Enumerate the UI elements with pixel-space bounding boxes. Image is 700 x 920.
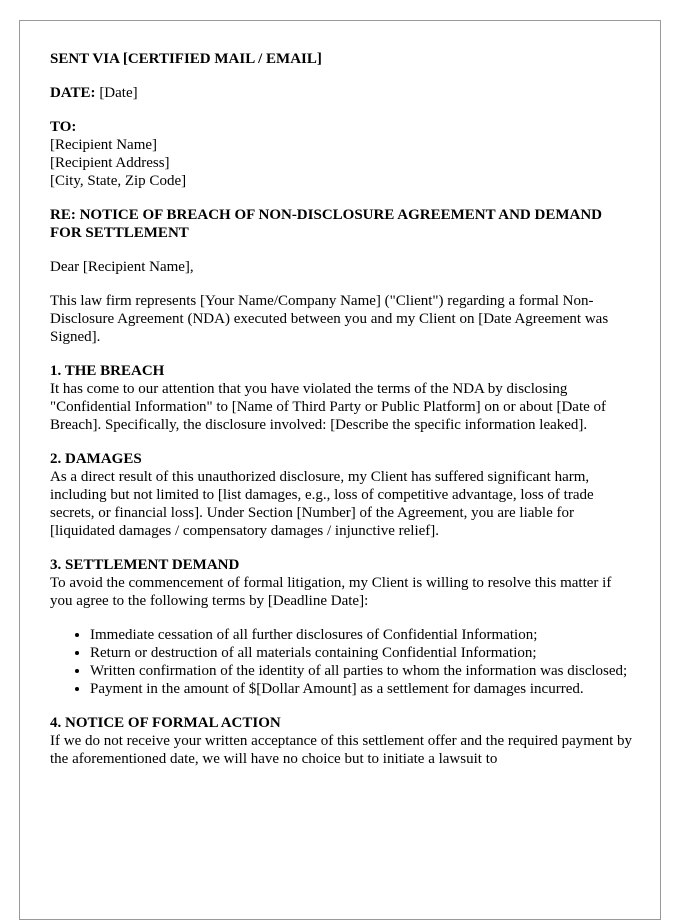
re-line: RE: NOTICE OF BREACH OF NON-DISCLOSURE AGREEMENT AND DEMAND FOR SETTLEMENT <box>50 207 602 241</box>
intro-paragraph: This law firm represents [Your Name/Company Name] ("Client") regarding a formal Non-Disclosure Agreement (NDA) executed between you and my Client on [Date Agreement was Signed]. <box>50 293 609 345</box>
section-body: If we do not receive your written acceptance of this settlement offer and the required payment by the aforementioned date, we will have no choice but to initiate a lawsuit to <box>50 733 632 767</box>
section-heading: 3. SETTLEMENT DEMAND <box>50 557 240 573</box>
list-item: • Written confirmation of the identity of all parties to whom the information was disclosed; <box>90 662 636 680</box>
demands-list <box>50 626 636 698</box>
section-heading: 1. THE BREACH <box>50 363 165 379</box>
section-body: As a direct result of this unauthorized disclosure, my Client has suffered significant harm, including but not limited to [list damages, e.g., loss of competitive advantage, loss of trade secrets, or financial loss]. Under Section [Number] of the Agreement, you are liable for [liquidated damages / compensatory damages / injunctive relief]. <box>50 469 594 539</box>
letter-content <box>50 50 636 784</box>
recipient-block <box>50 118 636 190</box>
recipient-address: [Recipient Address] <box>50 155 170 171</box>
to-label: TO: <box>50 119 77 135</box>
section-damages <box>50 450 636 540</box>
salutation: Dear [Recipient Name], <box>50 259 194 275</box>
section-settlement <box>50 556 636 610</box>
letter-page <box>19 20 661 920</box>
date-label: DATE: <box>50 85 96 101</box>
date-value: [Date] <box>95 85 138 101</box>
section-heading: 2. DAMAGES <box>50 451 142 467</box>
list-item: • Immediate cessation of all further disclosures of Confidential Information; <box>90 626 636 644</box>
list-item: • Return or destruction of all materials containing Confidential Information; <box>90 644 636 662</box>
section-breach <box>50 362 636 434</box>
date-line <box>50 84 636 102</box>
section-heading: 4. NOTICE OF FORMAL ACTION <box>50 715 281 731</box>
recipient-name: [Recipient Name] <box>50 137 158 153</box>
section-body: To avoid the commencement of formal litigation, my Client is willing to resolve this matter if you agree to the following terms by [Deadline Date]: <box>50 575 612 609</box>
list-item: • Payment in the amount of $[Dollar Amount] as a settlement for damages incurred. <box>90 680 636 698</box>
sent-via-line: SENT VIA [CERTIFIED MAIL / EMAIL] <box>50 51 322 67</box>
section-formal-action <box>50 714 636 768</box>
section-body: It has come to our attention that you have violated the terms of the NDA by disclosing "Confidential Information" to [Name of Third Party or Public Platform] on or about [Date of Breach]. Specifically, the disclosure involved: [Describe the specific information leaked]. <box>50 381 607 433</box>
recipient-city: [City, State, Zip Code] <box>50 173 187 189</box>
